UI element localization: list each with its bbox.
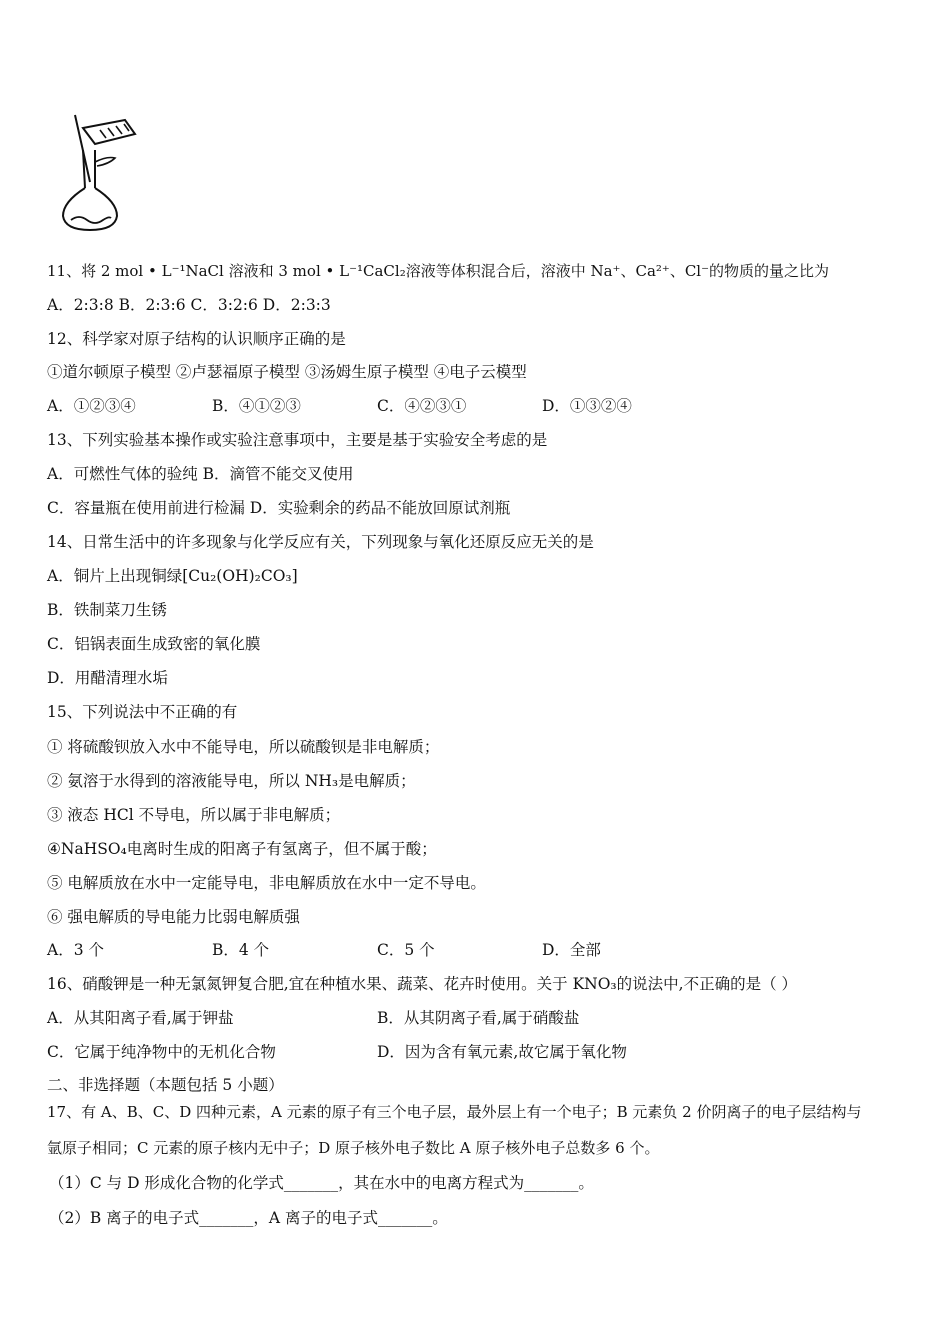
q15-item: ② 氨溶于水得到的溶液能导电，所以 NH₃是电解质；: [47, 772, 416, 790]
q17-stem-line1: 17、有 A、B、C、D 四种元素，A 元素的原子有三个电子层，最外层上有一个电子；B 元素负 2 价阴离子的电子层结构与: [47, 1103, 862, 1121]
q15-item: ⑥ 强电解质的导电能力比弱电解质强: [47, 908, 300, 926]
q12-option-c: C．④②③①: [377, 397, 467, 415]
q11-stem: 11、将 2 mol • L⁻¹NaCl 溶液和 3 mol • L⁻¹CaCl₂溶液等体积混合后，溶液中 Na⁺、Ca²⁺、Cl⁻的物质的量之比为: [47, 262, 830, 280]
q15-option-d: D．全部: [542, 941, 601, 959]
q16-option-a: A．从其阳离子看,属于钾盐: [47, 1009, 234, 1027]
q13-options-row1: A．可燃性气体的验纯 B．滴管不能交叉使用: [47, 465, 354, 483]
q14-option-d: D．用醋清理水垢: [47, 669, 168, 687]
q14-option-b: B．铁制菜刀生锈: [47, 601, 167, 619]
q16-option-b: B．从其阴离子看,属于硝酸盐: [377, 1009, 580, 1027]
q16-stem: 16、硝酸钾是一种无氯氮钾复合肥,宜在种植水果、蔬菜、花卉时使用。关于 KNO₃的说法中,不正确的是（ ）: [47, 975, 797, 993]
q15-option-c: C．5 个: [377, 941, 435, 959]
q15-item: ① 将硫酸钡放入水中不能导电，所以硫酸钡是非电解质；: [47, 738, 440, 756]
q15-item: ③ 液态 HCl 不导电，所以属于非电解质；: [47, 806, 341, 824]
q12-items: ①道尔顿原子模型 ②卢瑟福原子模型 ③汤姆生原子模型 ④电子云模型: [47, 363, 527, 381]
q15-option-b: B．4 个: [212, 941, 270, 959]
q15-item: ④NaHSO₄电离时生成的阳离子有氢离子，但不属于酸；: [47, 840, 437, 858]
q15-option-a: A．3 个: [47, 941, 104, 959]
q15-item: ⑤ 电解质放在水中一定能导电，非电解质放在水中一定不导电。: [47, 874, 486, 892]
q15-stem: 15、下列说法中不正确的有: [47, 703, 238, 721]
section-heading: 二、非选择题（本题包括 5 小题）: [47, 1076, 284, 1094]
q14-option-a: A．铜片上出现铜绿[Cu₂(OH)₂CO₃]: [47, 567, 298, 585]
q12-option-d: D．①③②④: [542, 397, 632, 415]
q16-option-d: D．因为含有氧元素,故它属于氧化物: [377, 1043, 627, 1061]
q11-options: A．2:3:8 B．2:3:6 C．3:2:6 D．2:3:3: [47, 296, 331, 314]
q17-stem-line2: 氩原子相同；C 元素的原子核内无中子；D 原子核外电子数比 A 原子核外电子总数多 6 个。: [47, 1139, 660, 1157]
q12-stem: 12、科学家对原子结构的认识顺序正确的是: [47, 330, 346, 348]
q12-option-a: A．①②③④: [47, 397, 136, 415]
q13-stem: 13、下列实验基本操作或实验注意事项中，主要是基于实验安全考虑的是: [47, 431, 548, 449]
q17-part2: （2）B 离子的电子式_______，A 离子的电子式_______。: [49, 1209, 448, 1227]
q13-options-row2: C．容量瓶在使用前进行检漏 D．实验剩余的药品不能放回原试剂瓶: [47, 499, 511, 517]
q17-part1: （1）C 与 D 形成化合物的化学式_______，其在水中的电离方程式为_______。: [49, 1174, 594, 1192]
q16-option-c: C．它属于纯净物中的无机化合物: [47, 1043, 276, 1061]
volumetric-flask-figure: [55, 110, 145, 235]
q14-stem: 14、日常生活中的许多现象与化学反应有关，下列现象与氧化还原反应无关的是: [47, 533, 594, 551]
q14-option-c: C．铝锅表面生成致密的氧化膜: [47, 635, 261, 653]
q12-option-b: B．④①②③: [212, 397, 301, 415]
